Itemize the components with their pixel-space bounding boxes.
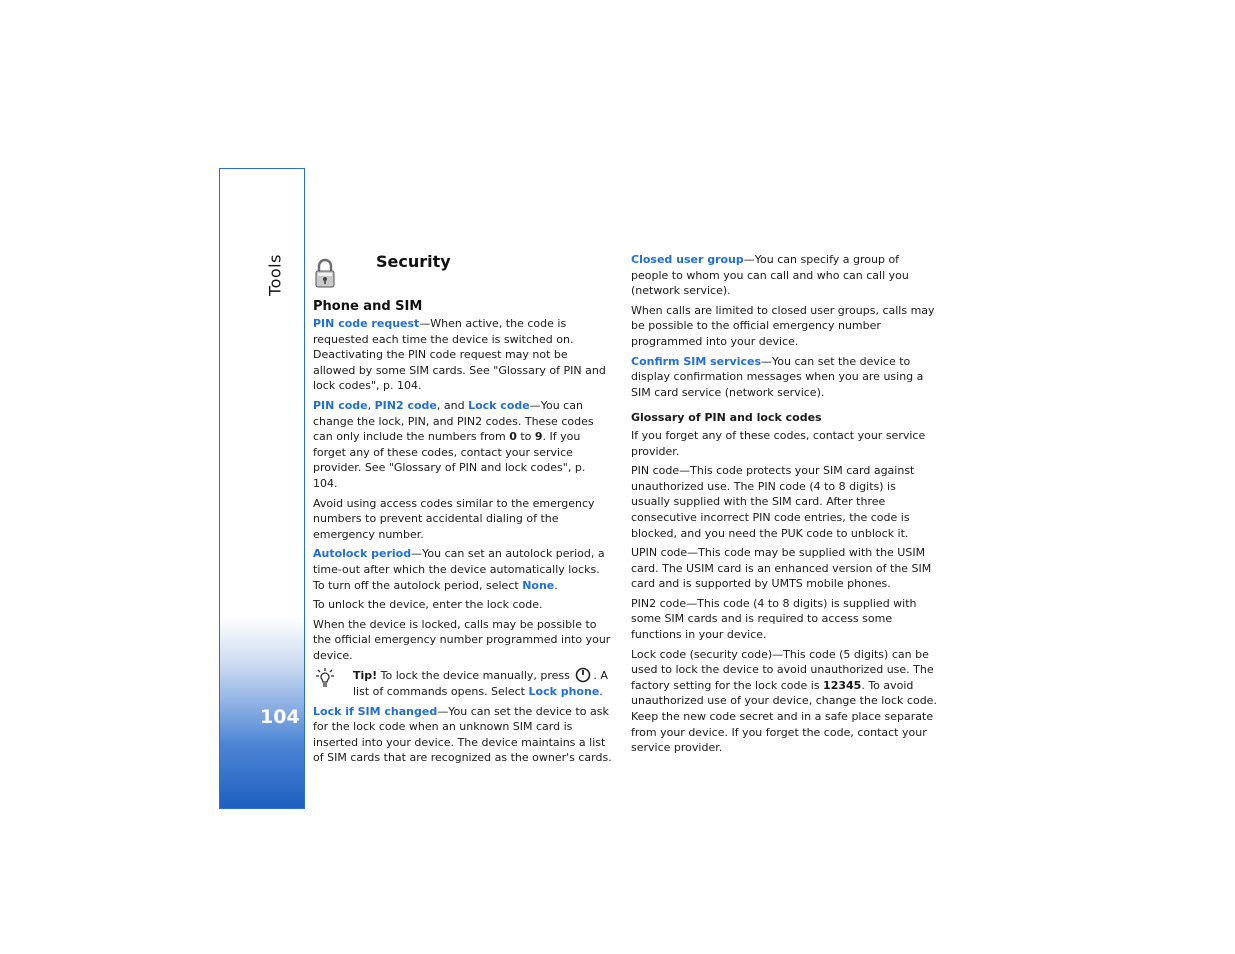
lock-phone-link[interactable]: Lock phone	[528, 685, 600, 699]
paragraph-closed-groups-emergency: When calls are limited to closed user groups, calls may be possible to the official emergency number programmed into your device.	[631, 303, 935, 348]
paragraph-upin-code: UPIN code—This code may be supplied with the USIM card. The USIM card is an enhanced version of the SIM card and is supported by UMTS mobile phones.	[631, 546, 932, 591]
paragraph-pin-code: PIN code—This code protects your SIM card against unauthorized use. The PIN code (4 to 8 digits) is usually supplied with the SIM card. After three consecutive incorrect PIN code entries, the code is blocked, and you need the PUK code to unblock it.	[631, 464, 915, 540]
confirm-sim-services-link[interactable]: Confirm SIM services	[631, 354, 762, 368]
section-tab-label: Tools	[265, 254, 285, 296]
tip-label: Tip!	[353, 669, 378, 683]
page-number: 104	[260, 706, 300, 728]
left-column	[313, 298, 613, 770]
paragraph-unlock: To unlock the device, enter the lock code.	[313, 598, 543, 612]
paragraph-codes: PIN code, PIN2 code, and Lock code—You can change the lock, PIN, and PIN2 codes. These codes can only include the numbers from 0 to 9. If you forget any of these codes, contact your service provider. See "Glossary of PIN and lock codes", p. 104.	[313, 398, 594, 490]
power-key-icon	[575, 667, 591, 683]
paragraph-closed-user-group: Closed user group—You can specify a group of people to whom you can call and who can call you (network service).	[631, 253, 909, 298]
paragraph-autolock: Autolock period—You can set an autolock period, a time-out after which the device automatically locks. To turn off the autolock period, select None.	[313, 547, 605, 592]
pin-code-link[interactable]: PIN code	[313, 398, 368, 412]
paragraph-lock-if-sim-changed: Lock if SIM changed—You can set the device to ask for the lock code when an unknown SIM card is inserted into your device. The device maintains a list of SIM cards that are recognized as the owner's cards.	[313, 704, 612, 765]
lock-code-link[interactable]: Lock code	[468, 398, 530, 412]
pin-code-request-link[interactable]: PIN code request	[313, 317, 420, 330]
pin2-code-link[interactable]: PIN2 code	[374, 398, 437, 412]
tip-box: Tip! To lock the device manually, press . A list of commands opens. Select Lock phone.	[313, 667, 613, 699]
padlock-icon	[314, 257, 336, 289]
paragraph-emergency-warning: Avoid using access codes similar to the emergency numbers to prevent accidental dialing of the emergency number.	[313, 496, 595, 541]
paragraph-locked-calls: When the device is locked, calls may be possible to the official emergency number programmed into your device.	[313, 617, 611, 662]
paragraph-confirm-sim-services: Confirm SIM services—You can set the device to display confirmation messages when you are using a SIM card service (network service).	[631, 354, 924, 399]
autolock-period-link[interactable]: Autolock period	[313, 547, 412, 561]
glossary-heading: Glossary of PIN and lock codes	[631, 411, 822, 425]
paragraph-pin2-code: PIN2 code—This code (4 to 8 digits) is supplied with some SIM cards and is required to access some functions in your device.	[631, 596, 917, 642]
page-title: Security	[376, 252, 451, 271]
section-heading: Phone and SIM	[313, 299, 423, 314]
closed-user-group-link[interactable]: Closed user group	[631, 253, 744, 266]
paragraph-forget-codes: If you forget any of these codes, contact your service provider.	[631, 428, 926, 458]
none-option-link[interactable]: None	[522, 578, 555, 592]
paragraph-pin-code-request: PIN code request—When active, the code is requested each time the device is switched on. Deactivating the PIN code request may not be allowed by some SIM cards. See "Glossary of PIN and lock codes", p. 104.	[313, 317, 606, 393]
right-column	[631, 252, 937, 760]
lightbulb-icon	[313, 667, 337, 689]
paragraph-lock-code: Lock code (security code)—This code (5 digits) can be used to lock the device to avoid unauthorized use. The factory setting for the lock code is 12345. To avoid unauthorized use of your device, change the lock code. Keep the new code secret and in a safe place separate from your device. If you forget the code, contact your service provider.	[631, 647, 937, 755]
default-lock-code: 12345	[823, 678, 862, 692]
lock-if-sim-changed-link[interactable]: Lock if SIM changed	[313, 704, 438, 718]
